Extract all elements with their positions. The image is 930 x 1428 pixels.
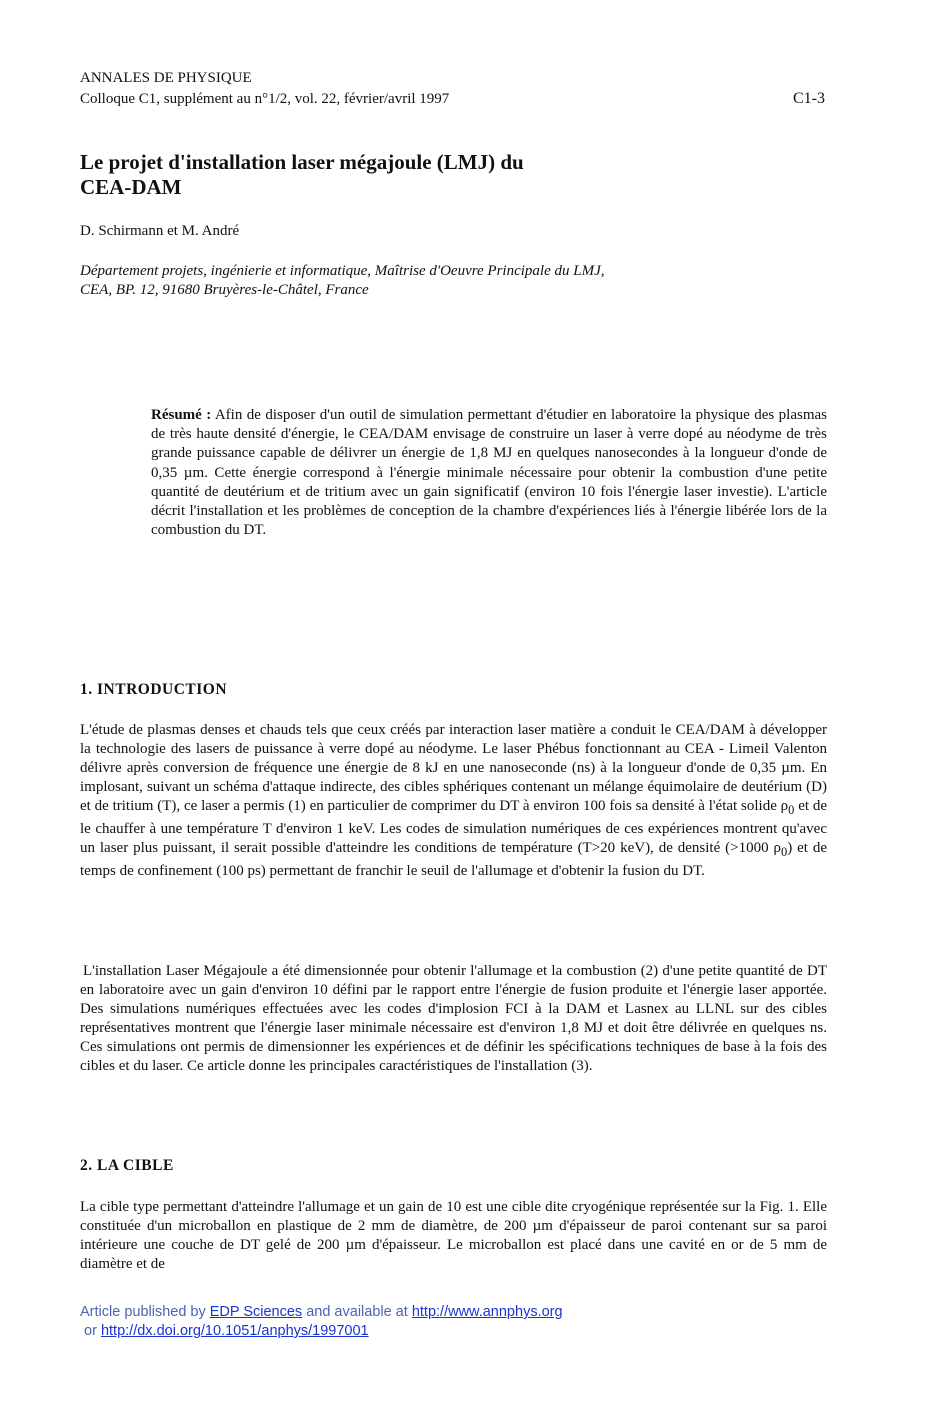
- intro-p1-part-1: L'étude de plasmas denses et chauds tels que ceux créés par interaction laser matière a conduit le CEA/DAM à développer la technologie des lasers de puissance à verre dopé au néodyme. Le laser Phébus fonctionnant au CEA - Limeil Valenton délivre après conversion de fréquence une énergie de 8 kJ en une nanoseconde (ns) à la longueur d'onde de 0,35 µm. En implosant, suivant un schéma d'attaque indirecte, des cibles sphériques contenant un mélange équimolaire de deutérium (D) et de tritium (T), ce laser a permis (1) en particulier de comprimer du DT à environ 100 fois sa densité à l'état solide ρ: [80, 722, 827, 814]
- abstract-label: Résumé :: [151, 407, 212, 423]
- abstract: [151, 406, 827, 540]
- cible-paragraph-1: La cible type permettant d'atteindre l'allumage et un gain de 10 est une cible dite cryogénique représentée sur la Fig. 1. Elle constituée d'un microballon en plastique de 2 mm de diamètre, de 200 µm d'épaisseur de paroi contenant sur sa paroi intérieure une couche de DT gelé de 200 µm d'épaisseur. Le microballon est placé dans une cavité en or de 5 mm de diamètre et de: [80, 1199, 827, 1272]
- rho-subscript: 0: [788, 803, 795, 817]
- intro-paragraph-1: [80, 721, 827, 881]
- affiliation-line-1: Département projets, ingénierie et informatique, Maîtrise d'Oeuvre Principale du LMJ,: [80, 263, 605, 279]
- affiliation-line-2: CEA, BP. 12, 91680 Bruyères-le-Châtel, France: [80, 282, 369, 298]
- title-line-2: CEA-DAM: [80, 175, 182, 199]
- section-heading-introduction: 1. INTRODUCTION: [80, 681, 228, 698]
- intro-p1-part-3: ) et de temps de confinement (100 ps) permettant de franchir le seuil de l'allumage et d'obtenir la fusion du DT.: [80, 840, 828, 879]
- doi-link[interactable]: http://dx.doi.org/10.1051/anphys/1997001: [100, 1323, 369, 1339]
- title-line-1: Le projet d'installation laser mégajoule (LMJ) du: [80, 150, 524, 174]
- intro-p1-part-2: et de le chauffer à une température T d'environ 1 keV. Les codes de simulation numériques de ces expériences montrent qu'avec un laser plus puissant, il serait possible d'atteindre les conditions de température (T>20 keV), de densité (>1000 ρ: [80, 798, 828, 856]
- colloque-info: Colloque C1, supplément au n°1/2, vol. 22, février/avril 1997: [80, 91, 450, 107]
- publisher-link[interactable]: EDP Sciences: [209, 1304, 303, 1320]
- site-link[interactable]: http://www.annphys.org: [411, 1304, 563, 1320]
- affiliation: [80, 262, 840, 300]
- journal-name: ANNALES DE PHYSIQUE: [80, 70, 252, 86]
- running-header: [80, 68, 449, 110]
- footer-line-2: [80, 1322, 563, 1341]
- footer-text: or: [84, 1323, 101, 1339]
- abstract-text: Afin de disposer d'un outil de simulation permettant d'étudier en laboratoire la physique des plasmas de très haute densité d'énergie, le CEA/DAM envisage de construire un laser à verre dopé au néodyme de très grande puissance capable de délivrer un énergie de 1,8 MJ en quelques nanosecondes à la longueur d'onde de 0,35 µm. Cette énergie correspond à l'énergie minimale nécessaire pour obtenir la combustion d'une petite quantité de deutérium et de tritium avec un gain significatif (environ 10 fois l'énergie laser investie). L'article décrit l'installation et les problèmes de conception de la chambre d'expériences liés à l'énergie libérée lors de la combustion du DT.: [151, 407, 827, 539]
- publication-footer: [80, 1303, 563, 1341]
- footer-text: and available at: [302, 1304, 412, 1320]
- footer-line-1: [80, 1303, 563, 1322]
- intro-paragraph-2: L'installation Laser Mégajoule a été dimensionnée pour obtenir l'allumage et la combustion (2) d'une petite quantité de DT en laboratoire avec un gain d'environ 10 défini par le rapport entre l'énergie de fusion produite et l'énergie laser apportée. Des simulations numériques effectuées avec les codes d'implosion FCI à la DAM et Lasnex au LLNL sur des cibles représentatives montrent que l'énergie laser minimale nécessaire est d'environ 1,8 MJ et doit être délivrée en quelques ns. Ces simulations ont permis de dimensionner les expériences et de définir les spécifications techniques de base à la fois des cibles et du laser. Ce article donne les principales caractéristiques de l'installation (3).: [80, 963, 827, 1074]
- rho-subscript: 0: [780, 845, 788, 859]
- authors: D. Schirmann et M. André: [80, 223, 240, 239]
- paper-title: [80, 150, 720, 200]
- footer-text: Article published by: [80, 1304, 210, 1320]
- section-heading-la-cible: 2. LA CIBLE: [80, 1157, 174, 1174]
- page-number: C1-3: [793, 90, 825, 107]
